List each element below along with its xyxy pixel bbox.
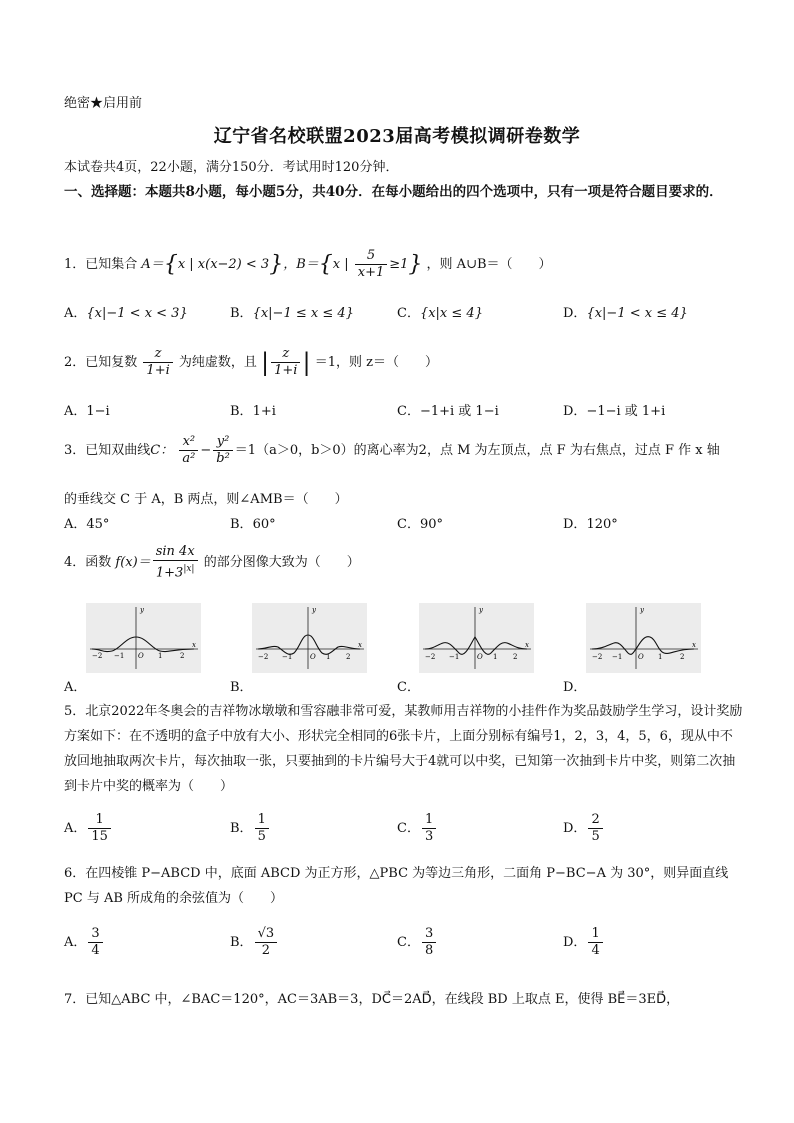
q4-graph-b[interactable]	[252, 603, 367, 673]
q6-option-c[interactable]: C． $\frac{3}{8}$	[397, 926, 438, 959]
q3-option-c[interactable]: C．90°	[397, 517, 443, 532]
svg-text:y: y	[479, 606, 483, 614]
svg-text:2: 2	[680, 653, 685, 661]
q1-set-a: A＝{x | x(x−2) < 3}，B＝{x | $\frac{5}{x+1}$ ≥1}	[141, 248, 423, 280]
svg-text:−1: −1	[449, 653, 460, 661]
svg-text:y: y	[140, 606, 144, 614]
q6-option-b[interactable]: B． $\frac{√3}{2}$	[230, 926, 279, 959]
q4-option-b[interactable]: B．	[230, 680, 253, 695]
q3-option-d[interactable]: D．120°	[563, 517, 618, 532]
q1-option-d[interactable]: D．{x|−1 < x ≤ 4}	[563, 306, 688, 321]
q1-stem-suffix: ，则 A∪B＝（ ）	[426, 257, 552, 272]
question-5: 5．北京2022年冬奥会的吉祥物冰墩墩和雪容融非常可爱，某教师用吉祥物的小挂件作为奖品鼓励学生学习，设计奖励方案如下：在不透明的盒子中放有大小、形状完全相同的6张卡片，上面分别标有编号1，2，3，4，5，6，现从中不放回地抽取两次卡片，每次抽取一张，只要抽到的卡片编号大于4就可以中奖，已知第一次抽到卡片中奖，则第二次抽到卡片中奖的概率为（ ）	[64, 704, 743, 794]
svg-text:O: O	[638, 653, 644, 661]
q2-option-c[interactable]: C．−1+i 或 1−i	[397, 404, 499, 419]
svg-text:−2: −2	[92, 652, 103, 660]
q2-option-b[interactable]: B．1+i	[230, 404, 276, 419]
q6-option-a[interactable]: A． $\frac{3}{4}$	[64, 926, 105, 959]
q3-option-a[interactable]: A．45°	[64, 517, 110, 532]
svg-text:−1: −1	[282, 653, 293, 661]
question-2: 2．已知复数 $\frac{z}{1+i}$ 为纯虚数，且 | $\frac{z}{1+i}$ | ＝1，则 z＝（ ）	[64, 346, 438, 378]
svg-text:1: 1	[658, 653, 663, 661]
q4-option-c[interactable]: C．	[397, 680, 420, 695]
svg-text:x: x	[192, 641, 196, 649]
svg-text:O: O	[477, 653, 483, 661]
svg-text:2: 2	[346, 653, 351, 661]
svg-text:−1: −1	[612, 653, 623, 661]
q1-option-c[interactable]: C．{x|x ≤ 4}	[397, 306, 483, 321]
svg-text:2: 2	[180, 652, 185, 660]
exam-intro: 本试卷共4页，22小题，满分150分．考试用时120分钟．	[64, 160, 399, 175]
q6-option-d[interactable]: D． $\frac{1}{4}$	[563, 926, 605, 959]
q4-graph-c[interactable]	[419, 603, 534, 673]
svg-text:O: O	[138, 652, 144, 660]
svg-text:−1: −1	[114, 652, 125, 660]
svg-text:−2: −2	[592, 653, 603, 661]
svg-text:−2: −2	[425, 653, 436, 661]
q2-fraction-2: $\frac{z}{1+i}$	[271, 346, 300, 379]
svg-text:O: O	[310, 653, 316, 661]
q4-graph-a[interactable]	[86, 603, 201, 673]
svg-text:x: x	[358, 641, 362, 649]
q2-option-a[interactable]: A．1−i	[64, 404, 110, 419]
question-3-line-2: 的垂线交 C 于 A，B 两点，则∠AMB＝（ ）	[64, 492, 348, 507]
q5-option-a[interactable]: A． $\frac{1}{15}$	[64, 812, 113, 845]
secret-note: 绝密★启用前	[64, 96, 143, 111]
question-7: 7．已知△ABC 中，∠BAC＝120°，AC＝3AB＝3，DC⃗＝2AD⃗，在线段 BD 上取点 E，使得 BE⃗＝3ED⃗，	[64, 992, 680, 1007]
svg-text:x: x	[692, 641, 696, 649]
q3-option-b[interactable]: B．60°	[230, 517, 276, 532]
q5-option-d[interactable]: D． $\frac{2}{5}$	[563, 812, 605, 845]
section-heading: 一、选择题：本题共8小题，每小题5分，共40分．在每小题给出的四个选项中，只有一项是符合题目要求的．	[64, 184, 723, 200]
q4-fraction: $\frac{\sin 4x}{1+3^{|x|}}$	[153, 544, 198, 581]
q5-option-c[interactable]: C． $\frac{1}{3}$	[397, 812, 438, 845]
question-3: 3．已知双曲线C： $\frac{\text{x²}}{\text{a²}}$ − $\frac{\text{y²}}{\text{b²}}$ ＝1（a＞0，b＞0）的离心率为2，点 M 为左顶点，点 F 为右焦点，过点 F 作 x 轴	[64, 434, 720, 466]
svg-text:y: y	[312, 606, 316, 614]
q3-fraction-x: $\frac{\text{x²}}{\text{a²}}$	[179, 434, 198, 467]
q5-option-b[interactable]: B． $\frac{1}{5}$	[230, 812, 271, 845]
svg-text:y: y	[640, 606, 644, 614]
q1-option-a[interactable]: A．{x|−1 < x < 3}	[64, 306, 188, 321]
q2-fraction-1: $\frac{z}{1+i}$	[143, 346, 172, 379]
q2-option-d[interactable]: D．−1−i 或 1+i	[563, 404, 666, 419]
svg-text:1: 1	[326, 653, 331, 661]
svg-text:2: 2	[513, 653, 518, 661]
q4-option-a[interactable]: A．	[64, 680, 87, 695]
svg-text:1: 1	[158, 652, 163, 660]
svg-text:1: 1	[493, 653, 498, 661]
svg-text:x: x	[525, 641, 529, 649]
q3-fraction-y: $\frac{\text{y²}}{\text{b²}}$	[213, 434, 233, 467]
q1-fraction: $\frac{5}{x+1}$	[355, 248, 388, 281]
question-1	[64, 248, 552, 281]
q4-graph-d[interactable]	[586, 603, 701, 673]
question-6: 6．在四棱锥 P−ABCD 中，底面 ABCD 为正方形，△PBC 为等边三角形，二面角 P−BC−A 为 30°，则异面直线 PC 与 AB 所成角的余弦值为（ ）	[64, 866, 729, 906]
q1-option-b[interactable]: B．{x|−1 ≤ x ≤ 4}	[230, 306, 354, 321]
q1-stem-prefix: 1．已知集合	[64, 257, 138, 272]
page-title: 辽宁省名校联盟2023届高考模拟调研卷数学	[213, 126, 581, 147]
svg-text:−2: −2	[258, 653, 269, 661]
question-4: 4．函数 f(x)＝ $\frac{\sin 4x}{1+3^{|x|}}$ 的部分图像大致为（ ）	[64, 544, 360, 581]
q4-option-d[interactable]: D．	[563, 680, 587, 695]
